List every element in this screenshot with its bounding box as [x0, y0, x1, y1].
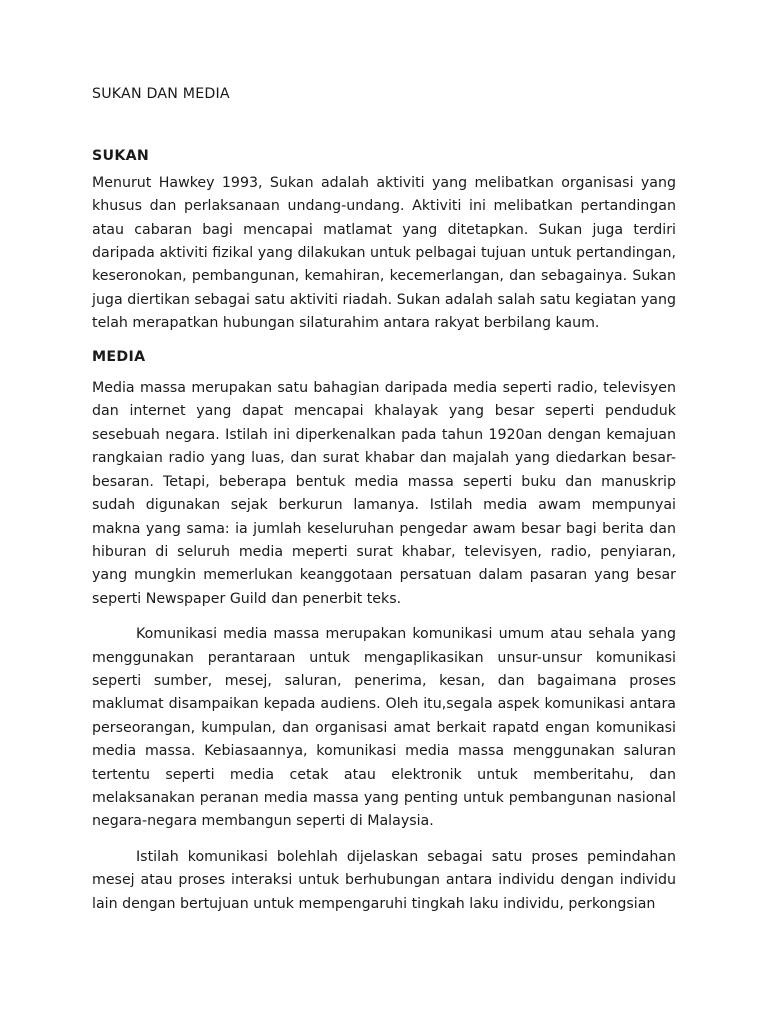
document-title: SUKAN DAN MEDIA [92, 86, 230, 102]
paragraph-istilah-komunikasi: Istilah komunikasi bolehlah dijelaskan sebagai satu proses pemindahan mesej atau proses interaksi untuk berhubungan antara individu dengan individu lain dengan bertujuan untuk mempengaruhi tingkah laku individu, perkongsian [92, 848, 676, 912]
document-page [92, 83, 676, 926]
paragraph-komunikasi-media-massa: Komunikasi media massa merupakan komunikasi umum atau sehala yang menggunakan perantaraan untuk mengaplikasikan unsur-unsur komunikasi seperti sumber, mesej, saluran, penerima, kesan, dan bagaimana proses maklumat disampaikan kepada audiens. Oleh itu,segala aspek komunikasi antara perseorangan, kumpulan, dan organisasi amat berkait rapatd engan komunikasi media massa. Kebiasaannya, komunikasi media massa menggunakan saluran tertentu seperti media cetak atau elektronik untuk memberitahu, dan melaksanakan peranan media massa yang penting untuk pembangunan nasional negara-negara membangun seperti di Malaysia. [92, 626, 676, 830]
section-heading-sukan: SUKAN [92, 148, 150, 165]
section-heading-media: MEDIA [92, 348, 146, 365]
paragraph-media-massa: Media massa merupakan satu bahagian daripada media seperti radio, televisyen dan internet yang dapat mencapai khalayak yang besar seperti penduduk sesebuah negara. Istilah ini diperkenalkan pada tahun 1920an dengan kemajuan rangkaian radio yang luas, dan surat khabar dan majalah yang diedarkan besar-besaran. Tetapi, beberapa bentuk media massa seperti buku dan manuskrip sudah digunakan sejak berkurun lamanya. Istilah media awam mempunyai makna yang sama: ia jumlah keseluruhan pengedar awam besar bagi berita dan hiburan di seluruh media meperti surat khabar, televisyen, radio, penyiaran, yang mungkin memerlukan keanggotaan persatuan dalam pasaran yang besar seperti Newspaper Guild dan penerbit teks. [92, 380, 676, 607]
paragraph-sukan-definition: Menurut Hawkey 1993, Sukan adalah aktiviti yang melibatkan organisasi yang khusus dan perlaksanaan undang-undang. Aktiviti ini melibatkan pertandingan atau cabaran bagi mencapai matlamat yang ditetapkan. Sukan juga terdiri daripada aktiviti fizikal yang dilakukan untuk pelbagai tujuan untuk pertandingan, keseronokan, pembangunan, kemahiran, kecemerlangan, dan sebagainya. Sukan juga diertikan sebagai satu aktiviti riadah. Sukan adalah salah satu kegiatan yang telah merapatkan hubungan silaturahim antara rakyat berbilang kaum. [92, 174, 676, 332]
